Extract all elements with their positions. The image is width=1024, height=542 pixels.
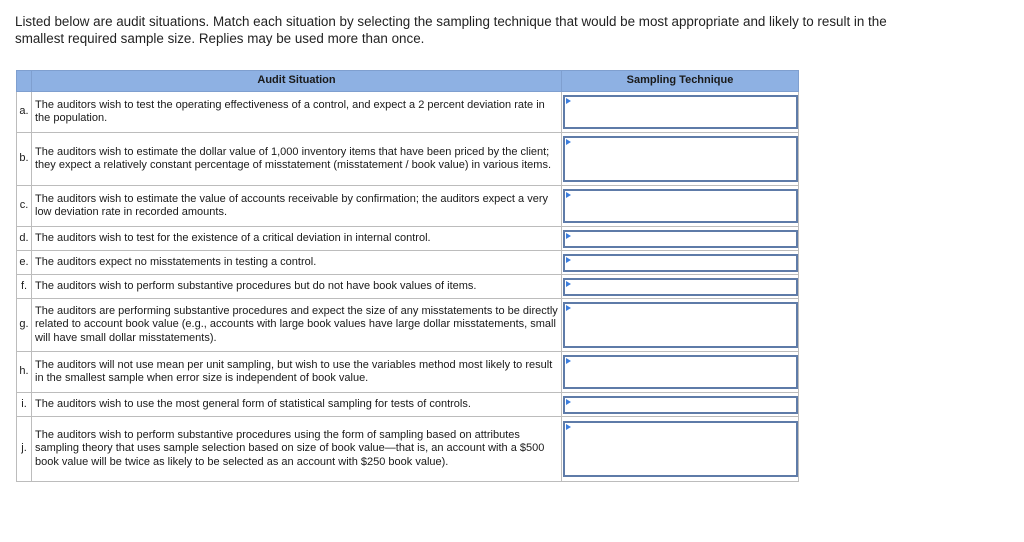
dropdown-caret-icon (566, 281, 571, 287)
row-letter: a. (17, 92, 32, 133)
header-corner-cell (17, 71, 32, 92)
situation-text: The auditors wish to test for the existence of a critical deviation in internal control. (32, 227, 562, 251)
dropdown-caret-icon (566, 358, 571, 364)
row-letter: b. (17, 133, 32, 186)
table-row (17, 186, 799, 227)
table-row (17, 393, 799, 417)
table-header-row (17, 71, 799, 92)
situation-text: The auditors are performing substantive procedures and expect the size of any misstatements to be directly related to account book value (e.g., accounts with large book values have large dollar misstatements, small will have small dollar misstatements). (32, 299, 562, 352)
dropdown-caret-icon (566, 399, 571, 405)
table-row (17, 352, 799, 393)
dropdown-caret-icon (566, 424, 571, 430)
situation-text: The auditors wish to estimate the value of accounts receivable by confirmation; the auditors expect a very low deviation rate in recorded amounts. (32, 186, 562, 227)
situation-text: The auditors expect no misstatements in testing a control. (32, 251, 562, 275)
instructions-text: Listed below are audit situations. Match each situation by selecting the sampling technique that would be most appropriate and likely to result in the smallest required sample size. Replies may be used more than once. (15, 14, 887, 46)
row-letter: f. (17, 275, 32, 299)
situation-text: The auditors wish to perform substantive procedures but do not have book values of items. (32, 275, 562, 299)
header-sampling-technique: Sampling Technique (562, 71, 799, 92)
dropdown-caret-icon (566, 139, 571, 145)
dropdown-caret-icon (566, 192, 571, 198)
situation-text: The auditors wish to perform substantive procedures using the form of sampling based on attributes sampling theory that uses sample selection based on size of book value—that is, an account with a $500 book value will be twice as likely to be selected as an account with $250 book value). (32, 417, 562, 482)
row-letter: h. (17, 352, 32, 393)
sampling-technique-select[interactable] (563, 254, 798, 272)
table-row (17, 92, 799, 133)
dropdown-caret-icon (566, 98, 571, 104)
sampling-technique-select[interactable] (563, 421, 798, 477)
sampling-technique-select[interactable] (563, 230, 798, 248)
dropdown-caret-icon (566, 257, 571, 263)
dropdown-caret-icon (566, 305, 571, 311)
situation-text: The auditors wish to estimate the dollar value of 1,000 inventory items that have been priced by the client; they expect a relatively constant percentage of misstatement (misstatement / book value) in various items. (32, 133, 562, 186)
table-row (17, 251, 799, 275)
sampling-technique-select[interactable] (563, 396, 798, 414)
table-row (17, 299, 799, 352)
situation-text: The auditors will not use mean per unit sampling, but wish to use the variables method most likely to result in the smallest sample when error size is independent of book value. (32, 352, 562, 393)
row-letter: d. (17, 227, 32, 251)
situation-text: The auditors wish to test the operating effectiveness of a control, and expect a 2 percent deviation rate in the population. (32, 92, 562, 133)
sampling-technique-select[interactable] (563, 189, 798, 223)
sampling-technique-select[interactable] (563, 136, 798, 182)
row-letter: i. (17, 393, 32, 417)
sampling-technique-select[interactable] (563, 302, 798, 348)
audit-matching-table (16, 70, 799, 482)
row-letter: j. (17, 417, 32, 482)
header-audit-situation: Audit Situation (32, 71, 562, 92)
row-letter: c. (17, 186, 32, 227)
table-row (17, 133, 799, 186)
table-row (17, 275, 799, 299)
sampling-technique-select[interactable] (563, 278, 798, 296)
dropdown-caret-icon (566, 233, 571, 239)
situation-text: The auditors wish to use the most general form of statistical sampling for tests of controls. (32, 393, 562, 417)
table-row (17, 227, 799, 251)
row-letter: e. (17, 251, 32, 275)
table-row (17, 417, 799, 482)
row-letter: g. (17, 299, 32, 352)
sampling-technique-select[interactable] (563, 355, 798, 389)
sampling-technique-select[interactable] (563, 95, 798, 129)
